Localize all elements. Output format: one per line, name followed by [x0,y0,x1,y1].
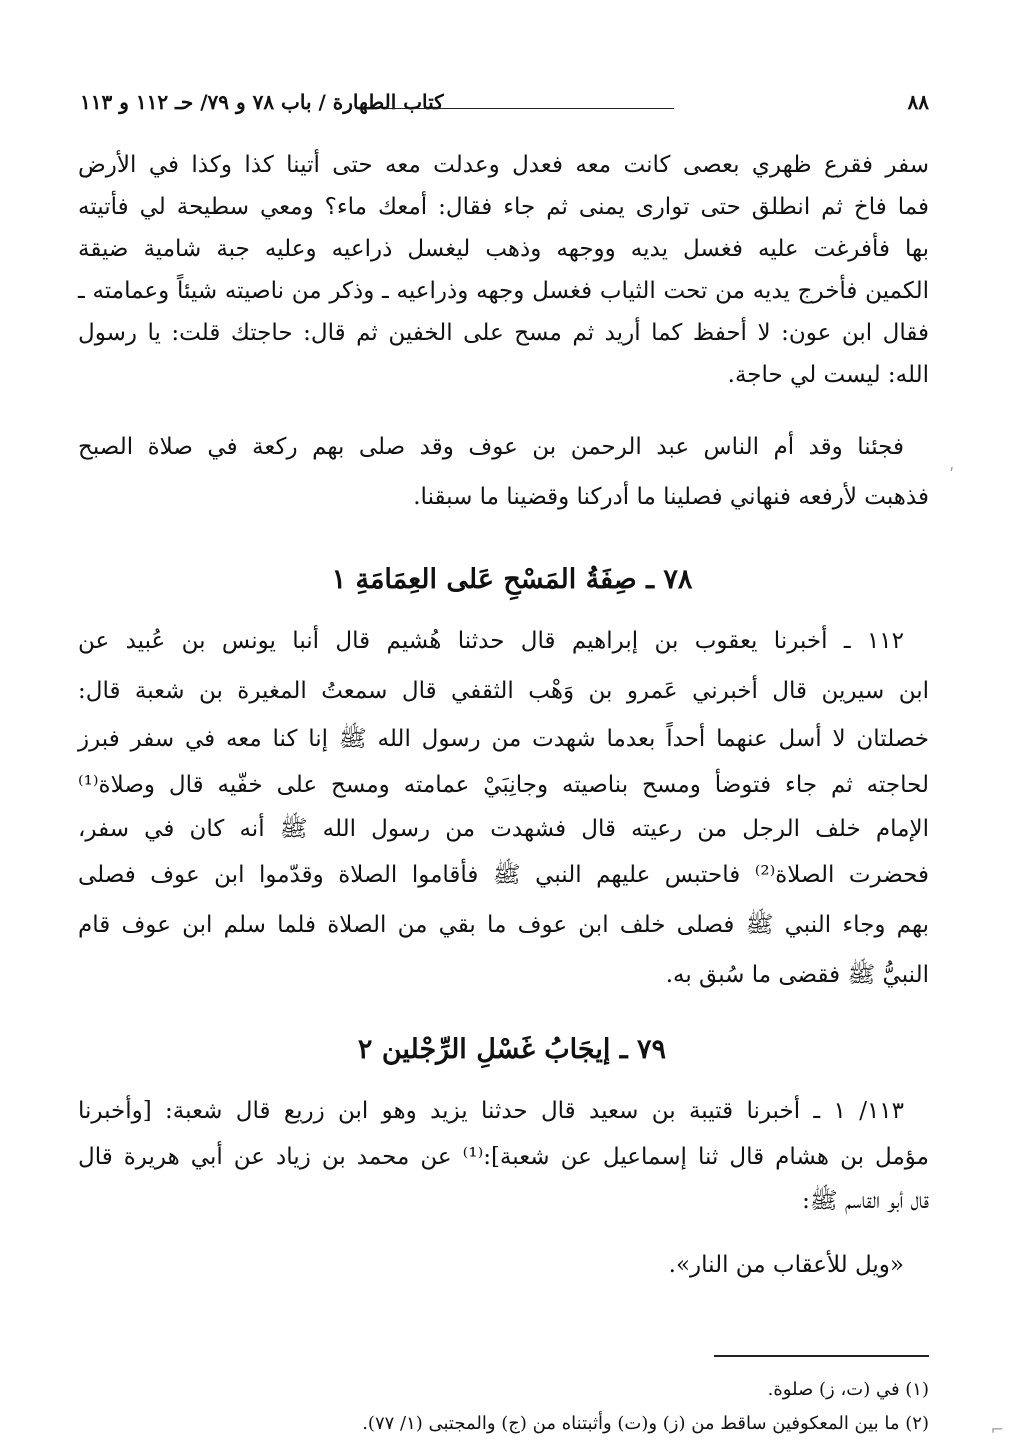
text-line: فقال ابن عون: لا أحفظ كما أريد ثم مسح على الخفين ثم قال: حاجتك قلت: يا رسول [78,320,929,346]
running-title: كتاب الطهارة / باب ٧٨ و ٧٩/ حـ ١١٢ و ١١٣ [80,90,444,114]
text-line: الله: ليست لي حاجة. [727,362,929,388]
page-number: ٨٨ [907,90,929,114]
text-line: سفر فقرع ظهري بعصى كانت معه فعدل وعدلت معه حتى أتينا كذا وكذا في الأرض [78,152,929,178]
text-line: بها فأفرغت عليه فغسل يديه ووجهه وذهب ليغسل ذراعيه وعليه جبة شامية ضيقة [78,236,929,262]
text-line: خصلتان لا أسل عنهما أحداً بعدما شهدت من رسول الله ﷺ إنا كنا معه في سفر فبرز [78,726,929,752]
text-line: مؤمل بن هشام قال ثنا إسماعيل عن شعبة]:⁽¹⁾ عن محمد بن زياد عن أبي هريرة قال [78,1144,929,1170]
text-line: «ويل للأعقاب من النار». [668,1252,904,1278]
text-line: قال أبو القاسم ﷺ: [802,1188,929,1214]
header-rule [385,108,674,109]
text-line: الكمين فأخرج يديه من تحت الثياب فغسل وجهه وذراعيه ـ وذكر من ناصيته شيئاً وعمامته ـ [78,278,930,304]
text-line: ابن سيرين قال أخبرني عَمرو بن وَهْب الثقفي قال سمعتُ المغيرة بن شعبة قال: [78,678,929,704]
text-line: فجئنا وقد أم الناس عبد الرحمن بن عوف وقد صلى بهم ركعة في صلاة الصبح [78,434,904,460]
footnote-rule [714,1355,929,1357]
text-line: بهم وجاء النبي ﷺ فصلى خلف ابن عوف ما بقي من الصلاة فلما سلم ابن عوف قام [78,912,929,938]
text-line: فذهبت لأرفعه فنهاني فصلينا ما أدركنا وقضينا ما سبقنا. [413,484,929,510]
text-line: ١١٣/ ١ ـ أخبرنا قتيبة بن سعيد قال حدثنا يزيد وهو ابن زريع قال شعبة: [وأخبرنا [78,1098,905,1124]
running-header [80,86,929,118]
text-line: النبيُّ ﷺ فقضى ما سُبق به. [665,962,929,988]
scan-mark: ⌐ [990,1420,1004,1439]
text-line: لحاجته ثم جاء فتوضأ ومسح بناصيته وجانِبَيْ عمامته ومسح على خفّيه قال وصلاة⁽¹⁾ [78,772,929,798]
footnote: (١) في (ت، ز) صلوة. [767,1379,929,1400]
footnote: (٢) ما بين المعكوفين ساقط من (ز) و(ت) وأثبتناه من (ج) والمجتبى (١/ ٧٧). [362,1413,929,1434]
text-line: فحضرت الصلاة⁽²⁾ فاحتبس عليهم النبي ﷺ فأقاموا الصلاة وقدّموا ابن عوف فصلى [78,862,929,888]
text-line: فما فاخ ثم انطلق حتى توارى يمنى ثم جاء فقال: أمعك ماء؟ ومعي سطيحة لي فأتيته [78,194,929,220]
text-line: الإمام خلف الرجل من رعيته قال فشهدت من رسول الله ﷺ أنه كان في سفر، [78,816,929,842]
chapter-heading-78: ٧٨ ـ صِفَةُ المَسْحِ عَلى العِمَامَةِ ١ [331,564,693,595]
text-line: ١١٢ ـ أخبرنا يعقوب بن إبراهيم قال حدثنا هُشيم قال أنبا يونس بن عُبيد عن [78,628,904,654]
scan-mark: ʹ [949,465,954,484]
chapter-heading-79: ٧٩ ـ إيجَابُ غَسْلِ الرِّجْلين ٢ [357,1034,667,1065]
